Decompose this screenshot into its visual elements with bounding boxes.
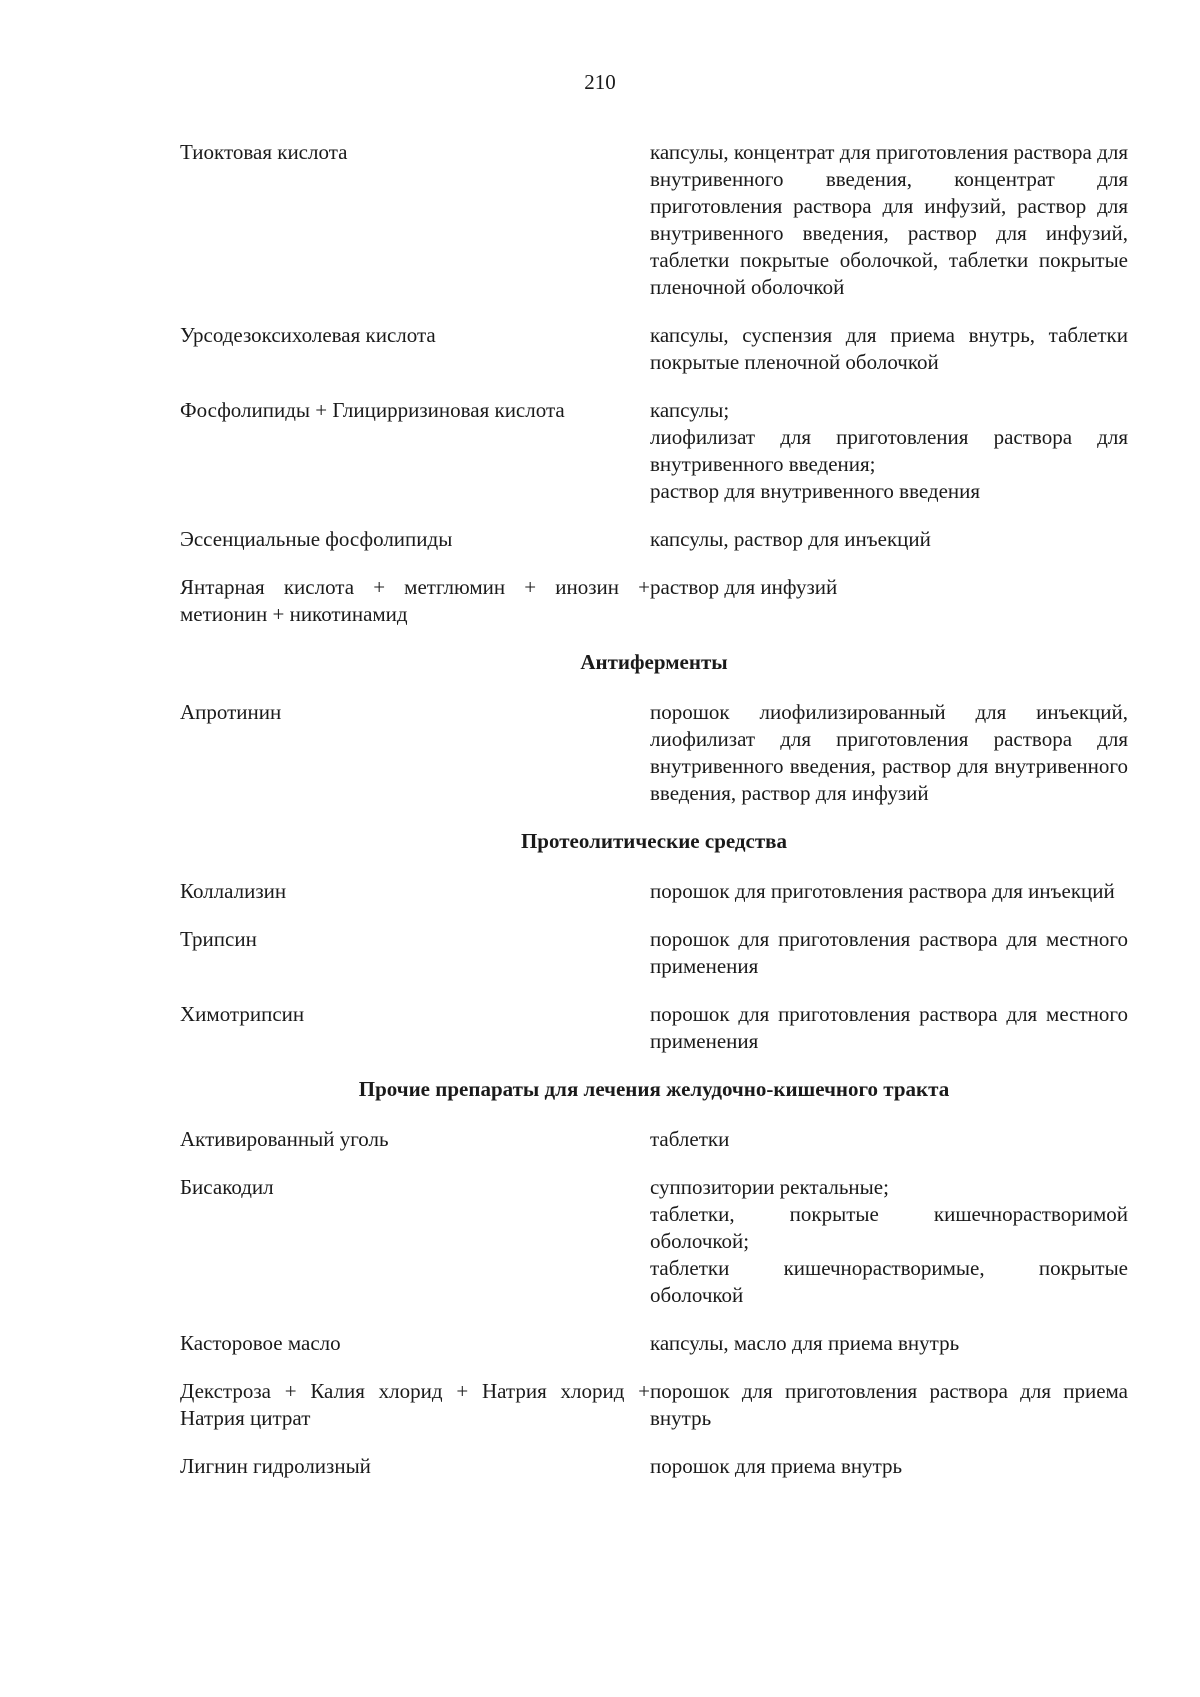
dosage-form-line: раствор для внутривенного введения <box>650 479 981 503</box>
drug-name: Янтарная кислота + метглюмин + инозин + метионин + никотинамид <box>180 575 650 626</box>
dosage-form-line: суппозитории ректальные; <box>650 1175 889 1199</box>
dosage-forms <box>650 574 1128 628</box>
table-row <box>180 397 1128 505</box>
dosage-form-line: раствор для инфузий <box>650 575 838 599</box>
dosage-form-line: порошок для приготовления раствора для инъекций <box>650 879 1115 903</box>
dosage-form-line: капсулы, концентрат для приготовления раствора для внутривенного введения, концентрат для приготовления раствора для инфузий, раствор для внутривенного введения, раствор для инфузий, таблетки покрытые оболочкой, таблетки покрытые пленочной оболочкой <box>650 140 1128 299</box>
dosage-forms <box>650 526 1128 553</box>
dosage-forms <box>650 1330 1128 1357</box>
dosage-forms <box>650 699 1128 807</box>
dosage-form-line: порошок лиофилизированный для инъекций, лиофилизат для приготовления раствора для внутривенного введения, раствор для внутривенного введения, раствор для инфузий <box>650 700 1128 805</box>
dosage-forms <box>650 139 1128 301</box>
drug-name: Химотрипсин <box>180 1002 305 1026</box>
dosage-forms <box>650 878 1128 905</box>
drug-name: Тиоктовая кислота <box>180 140 348 164</box>
drug-name: Активированный уголь <box>180 1127 389 1151</box>
dosage-form-line: капсулы; <box>650 398 730 422</box>
dosage-forms <box>650 1453 1128 1480</box>
table-row <box>180 1378 1128 1432</box>
dosage-forms <box>650 1174 1128 1309</box>
dosage-form-line: таблетки <box>650 1127 730 1151</box>
drug-name: Коллализин <box>180 879 287 903</box>
dosage-forms <box>650 397 1128 505</box>
table-row <box>180 139 1128 301</box>
table-row <box>180 699 1128 807</box>
dosage-forms <box>650 1378 1128 1432</box>
table-row <box>180 1330 1128 1357</box>
dosage-form-line: порошок для приготовления раствора для местного применения <box>650 927 1128 978</box>
drug-name: Фосфолипиды + Глицирризиновая кислота <box>180 398 565 422</box>
table-row <box>180 322 1128 376</box>
dosage-form-line: таблетки кишечнорастворимые, покрытые оболочкой <box>650 1256 1128 1307</box>
table-row <box>180 1174 1128 1309</box>
drug-name: Касторовое масло <box>180 1331 341 1355</box>
table-row <box>180 1001 1128 1055</box>
dosage-form-line: капсулы, масло для приема внутрь <box>650 1331 960 1355</box>
table-row <box>180 878 1128 905</box>
drug-name: Трипсин <box>180 927 257 951</box>
dosage-forms <box>650 1001 1128 1055</box>
dosage-form-line: порошок для приготовления раствора для местного применения <box>650 1002 1128 1053</box>
drug-name: Апротинин <box>180 700 282 724</box>
dosage-form-line: порошок для приема внутрь <box>650 1454 903 1478</box>
table-row <box>180 574 1128 628</box>
drug-name: Урсодезоксихолевая кислота <box>180 323 436 347</box>
table-row <box>180 526 1128 553</box>
dosage-form-line: капсулы, раствор для инъекций <box>650 527 931 551</box>
drug-name: Бисакодил <box>180 1175 274 1199</box>
dosage-forms <box>650 926 1128 980</box>
drug-name: Лигнин гидролизный <box>180 1454 371 1478</box>
drug-table <box>180 139 1128 1501</box>
dosage-form-line: лиофилизат для приготовления раствора для внутривенного введения; <box>650 425 1128 476</box>
dosage-form-line: порошок для приготовления раствора для приема внутрь <box>650 1379 1128 1430</box>
table-row <box>180 926 1128 980</box>
table-row <box>180 1126 1128 1153</box>
table-row <box>180 1453 1128 1480</box>
section-heading: Антиферменты <box>580 650 728 674</box>
section-heading: Прочие препараты для лечения желудочно-кишечного тракта <box>358 1077 950 1101</box>
section-heading: Протеолитические средства <box>520 829 788 853</box>
drug-name: Декстроза + Калия хлорид + Натрия хлорид + Натрия цитрат <box>180 1379 650 1430</box>
dosage-forms <box>650 1126 1128 1153</box>
dosage-form-line: таблетки, покрытые кишечнорастворимой оболочкой; <box>650 1202 1128 1253</box>
drug-name: Эссенциальные фосфолипиды <box>180 527 453 551</box>
dosage-forms <box>650 322 1128 376</box>
dosage-form-line: капсулы, суспензия для приема внутрь, таблетки покрытые пленочной оболочкой <box>650 323 1128 374</box>
page-number: 210 <box>584 70 616 94</box>
